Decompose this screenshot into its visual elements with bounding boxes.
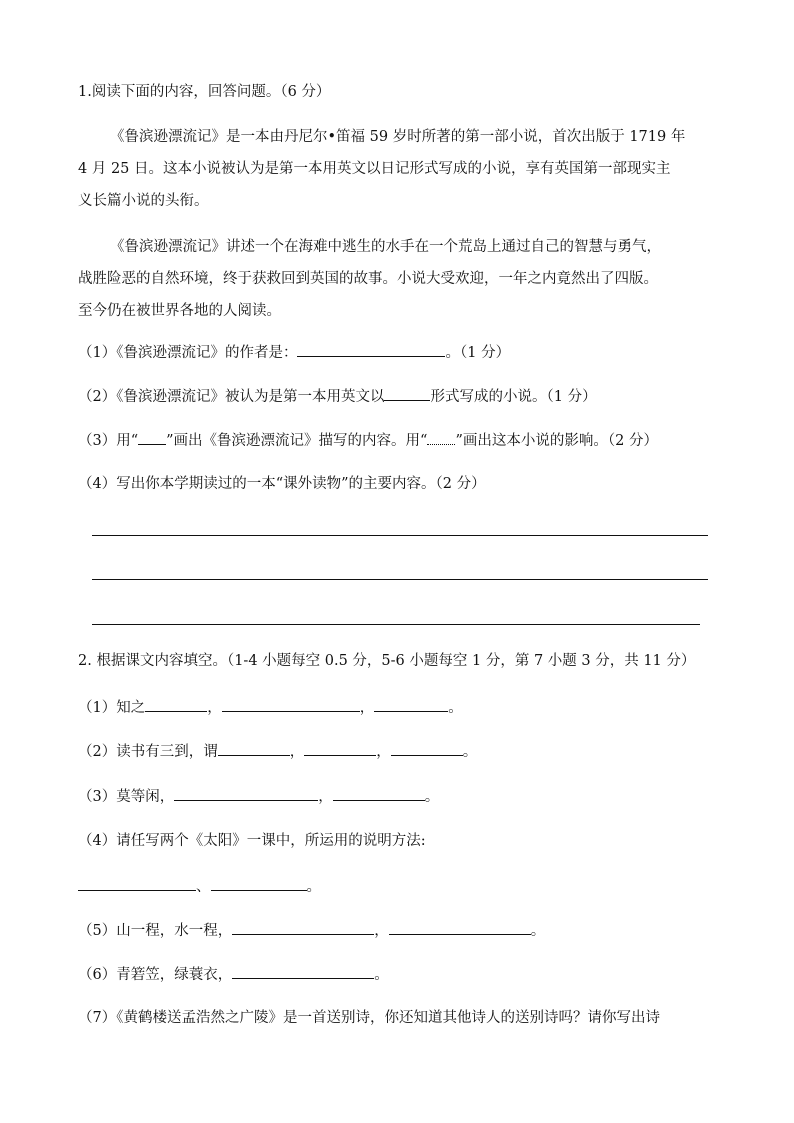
q1-sub3 <box>78 430 658 451</box>
fill-blank[interactable] <box>222 697 360 712</box>
q1-sub2-rest: 形式写成的小说。（1 分） <box>430 389 597 405</box>
fill-blank[interactable] <box>145 697 207 712</box>
comma: ， <box>207 700 222 716</box>
q1-sub2-prompt: （2）《鲁滨逊漂流记》被认为是第一本用英文以 <box>78 389 385 405</box>
fill-blank[interactable] <box>333 786 425 801</box>
q1-passage2-line1: 《鲁滨逊漂流记》讲述一个在海难中逃生的水手在一个荒岛上通过自己的智慧与勇气， <box>110 239 661 255</box>
q2-s3-prompt: （3）莫等闲， <box>78 789 175 805</box>
answer-line-3[interactable] <box>92 624 700 625</box>
period: 。 <box>424 789 440 805</box>
straight-underline-sample <box>138 430 166 445</box>
fill-blank[interactable] <box>174 786 318 801</box>
period: 。 <box>306 879 321 895</box>
q1-passage2-line2: 战胜险恶的自然环境，终于获救回到英国的故事。小说大受欢迎，一年之内竟然出了四版。 <box>78 271 658 287</box>
period: 。 <box>374 967 389 983</box>
fill-blank[interactable] <box>232 964 374 979</box>
q1-sub4: （4）写出你本学期读过的一本“课外读物”的主要内容。（2 分） <box>78 476 486 492</box>
q1-sub1 <box>78 342 510 363</box>
comma: ， <box>359 700 375 716</box>
form-answer-blank[interactable] <box>384 386 430 401</box>
fill-blank[interactable] <box>232 920 374 935</box>
fill-blank[interactable] <box>391 741 463 756</box>
q1-passage2-line3: 至今仍在被世界各地的人阅读。 <box>78 303 281 319</box>
answer-line-2[interactable] <box>92 579 708 580</box>
q1-sub1-prompt: （1）《鲁滨逊漂流记》的作者是： <box>78 345 298 361</box>
fill-blank[interactable] <box>78 876 196 891</box>
period: 。 <box>530 923 546 939</box>
q1-sub1-score: 。（1 分） <box>445 345 511 361</box>
q1-sub3-part-b: ”画出《鲁滨逊漂流记》描写的内容。用“ <box>166 433 428 449</box>
answer-line-1[interactable] <box>92 535 708 536</box>
comma: ， <box>376 744 391 760</box>
comma: ， <box>318 789 333 805</box>
q1-sub3-part-c: ”画出这本小说的影响。（2 分） <box>455 433 658 449</box>
q1-passage1-line1: 《鲁滨逊漂流记》是一本由丹尼尔•笛福 59 岁时所著的第一部小说，首次出版于 1719 年 <box>110 129 686 145</box>
fill-blank[interactable] <box>211 876 307 891</box>
comma: ， <box>374 923 389 939</box>
q2-s7: （7）《黄鹤楼送孟浩然之广陵》是一首送别诗，你还知道其他诗人的送别诗吗？请你写出诗 <box>78 1010 660 1026</box>
q2-s1 <box>78 697 463 718</box>
q2-s4: （4）请任写两个《太阳》一课中，所运用的说明方法: <box>78 833 426 849</box>
comma: ， <box>289 744 305 760</box>
q2-s2-prompt: （2）读书有三到，谓 <box>78 744 218 760</box>
q1-sub2 <box>78 386 597 407</box>
q1-passage1-line2: 4 月 25 日。这本小说被认为是第一本用英文以日记形式写成的小说，享有英国第一部现实主 <box>78 161 671 177</box>
fill-blank[interactable] <box>304 741 376 756</box>
q2-s1-prompt: （1）知之 <box>78 700 146 716</box>
q2-s2 <box>78 741 477 762</box>
q2-heading: 2. 根据课文内容填空。（1-4 小题每空 0.5 分，5-6 小题每空 1 分，第 7 小题 3 分，共 11 分） <box>78 653 696 669</box>
author-answer-blank[interactable] <box>297 342 445 357</box>
q1-passage1-line3: 义长篇小说的头衔。 <box>78 193 209 209</box>
fill-blank[interactable] <box>389 920 531 935</box>
fill-blank[interactable] <box>374 697 448 712</box>
q2-s5-prompt: （5）山一程，水一程， <box>78 923 233 939</box>
q1-heading: 1.阅读下面的内容，回答问题。（6 分） <box>78 84 331 100</box>
q2-s6 <box>78 964 389 985</box>
q2-s5 <box>78 920 545 941</box>
fill-blank[interactable] <box>218 741 290 756</box>
period: 。 <box>448 700 463 716</box>
wavy-underline-sample <box>427 432 455 445</box>
q2-s3 <box>78 786 439 807</box>
period: 。 <box>462 744 478 760</box>
q2-s4-answers <box>78 876 321 897</box>
q1-sub3-part-a: （3）用“ <box>78 433 139 449</box>
separator: 、 <box>196 879 211 895</box>
q2-s6-prompt: （6）青箬笠，绿蓑衣， <box>78 967 233 983</box>
